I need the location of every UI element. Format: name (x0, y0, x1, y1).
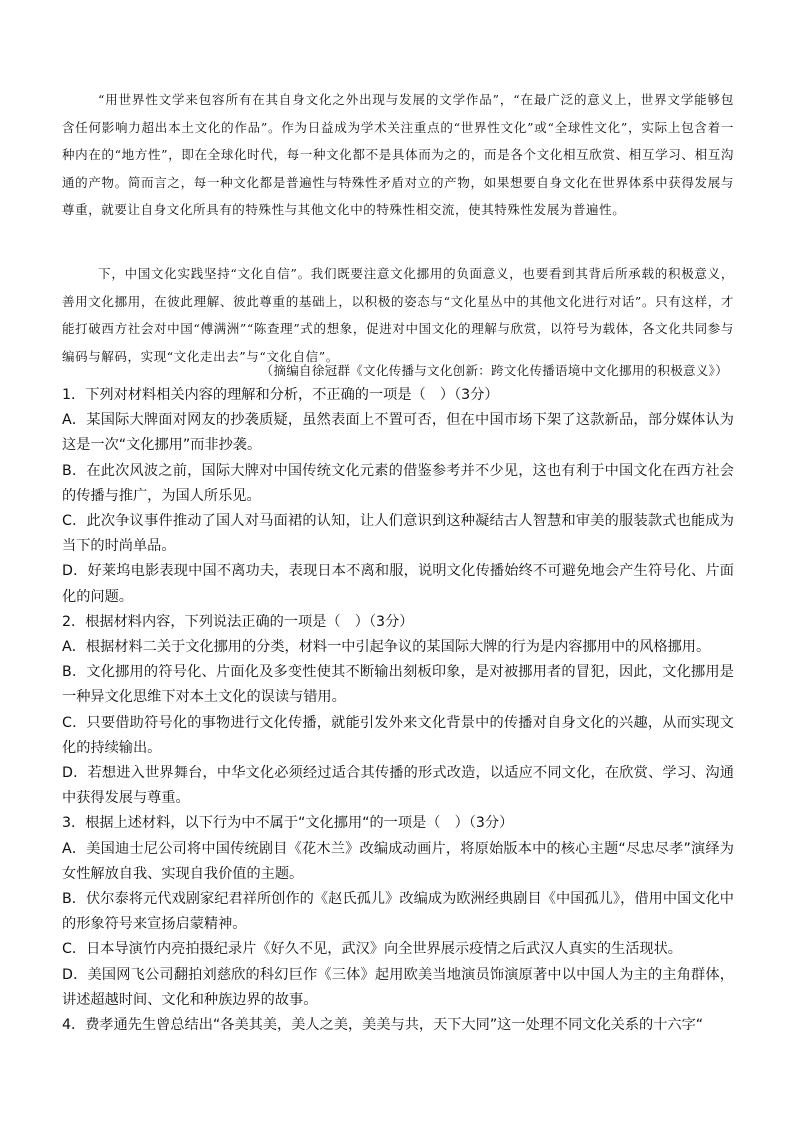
material-paragraph-2-text: 下，中国文化实践坚持“文化自信”。我们既要注意文化挪用的负面意义，也要看到其背后所承载的积极意义，善用文化挪用，在彼此理解、彼此尊重的基础上，以积极的姿态与“文化星丛中的其他文化进行对话”。只有这样，才能打破西方社会对中国“傅满洲”“陈查理”式的想象，促进对中国文化的理解与欣赏，以符号为载体，各文化共同参与编码与解码，实现“文化走出去”与“文化自信”。 (62, 266, 734, 364)
question-2-option-c: C．只要借助符号化的事物进行文化传播，就能引发外来文化背景中的传播对自身文化的兴趣，从而实现文化的持续输出。 (62, 714, 734, 756)
question-1-option-b: B．在此次风波之前，国际大牌对中国传统文化元素的借鉴参考并不少见，这也有利于中国文化在西方社会的传播与推广，为国人所乐见。 (62, 462, 734, 504)
question-2-option-d: D．若想进入世界舞台，中华文化必须经过适合其传播的形式改造，以适应不同文化，在欣赏、学习、沟通中获得发展与尊重。 (62, 765, 734, 807)
question-1-option-a: A．某国际大牌面对网友的抄袭质疑，虽然表面上不置可否，但在中国市场下架了这款新品，部分媒体认为这是一次“文化挪用”而非抄袭。 (62, 412, 734, 454)
question-3-option-b: B．伏尔泰将元代戏剧家纪君祥所创作的《赵氏孤儿》改编成为欧洲经典剧目《中国孤儿》，借用中国文化中的形象符号来宣扬启蒙精神。 (62, 891, 734, 933)
question-2-option-a: A．根据材料二关于文化挪用的分类，材料一中引起争议的某国际大牌的行为是内容挪用中的风格挪用。 (62, 639, 711, 656)
question-3-option-c: C．日本导演竹内亮拍摄纪录片《好久不见，武汉》向全世界展示疫情之后武汉人真实的生活现状。 (62, 941, 682, 958)
material-paragraph-1 (62, 86, 734, 224)
question-3-option-a: A．美国迪士尼公司将中国传统剧目《花木兰》改编成动画片，将原始版本中的核心主题“尽忠尽孝”演绎为女性解放自我、实现自我价值的主题。 (62, 840, 734, 882)
source-citation: （摘编自徐冠群《文化传播与文化创新：跨文化传播语境中文化挪用的积极意义》） (260, 363, 728, 378)
question-3-option-d: D．美国网飞公司翻拍刘慈欣的科幻巨作《三体》起用欧美当地演员饰演原著中以中国人为主的主角群体，讲述超越时间、文化和种族边界的故事。 (62, 966, 734, 1008)
question-3-stem: 3．根据上述材料，以下行为中不属于“文化挪用“的一项是（ ）（3分） (62, 815, 514, 832)
question-list (62, 383, 734, 1038)
material-paragraph-1-text: “用世界性文学来包容所有在其自身文化之外出现与发展的文学作品”，“在最广泛的意义上，世界文学能够包含任何影响力超出本土文化的作品”。作为日益成为学术关注重点的“世界性文化”或“全球性文化”，实际上包含着一种内在的“地方性”，即在全球化时代，每一种文化都不是具体而为之的，而是各个文化相互欣赏、相互学习、相互沟通的产物。简而言之，每一种文化都是普遍性与特殊性矛盾对立的产物，如果想要自身文化在世界体系中获得发展与尊重，就要让自身文化所具有的特殊性与其他文化中的特殊性相交流，使其特殊性发展为普遍性。 (62, 92, 734, 217)
question-1-option-d: D．好莱坞电影表现中国不离功夫，表现日本不离和服，说明文化传播始终不可避免地会产生符号化、片面化的问题。 (62, 563, 734, 605)
material-paragraph-2 (62, 260, 734, 370)
question-1-stem: 1．下列对材料相关内容的理解和分析，不正确的一项是（ ）（3分） (62, 387, 499, 403)
question-4-stem: 4．费孝通先生曾总结出“各美其美，美人之美，美美与共，天下大同”这一处理不同文化关系的十六字“ (62, 1017, 704, 1034)
question-2-option-b: B．文化挪用的符号化、片面化及多变性使其不断输出刻板印象，是对被挪用者的冒犯，因此，文化挪用是一种异文化思维下对本土文化的误读与错用。 (62, 664, 734, 706)
question-1-option-c: C．此次争议事件推动了国人对马面裙的认知，让人们意识到这种凝结古人智慧和审美的服装款式也能成为当下的时尚单品。 (62, 513, 734, 555)
question-2-stem: 2．根据材料内容，下列说法正确的一项是（ ）（3分） (62, 613, 414, 630)
